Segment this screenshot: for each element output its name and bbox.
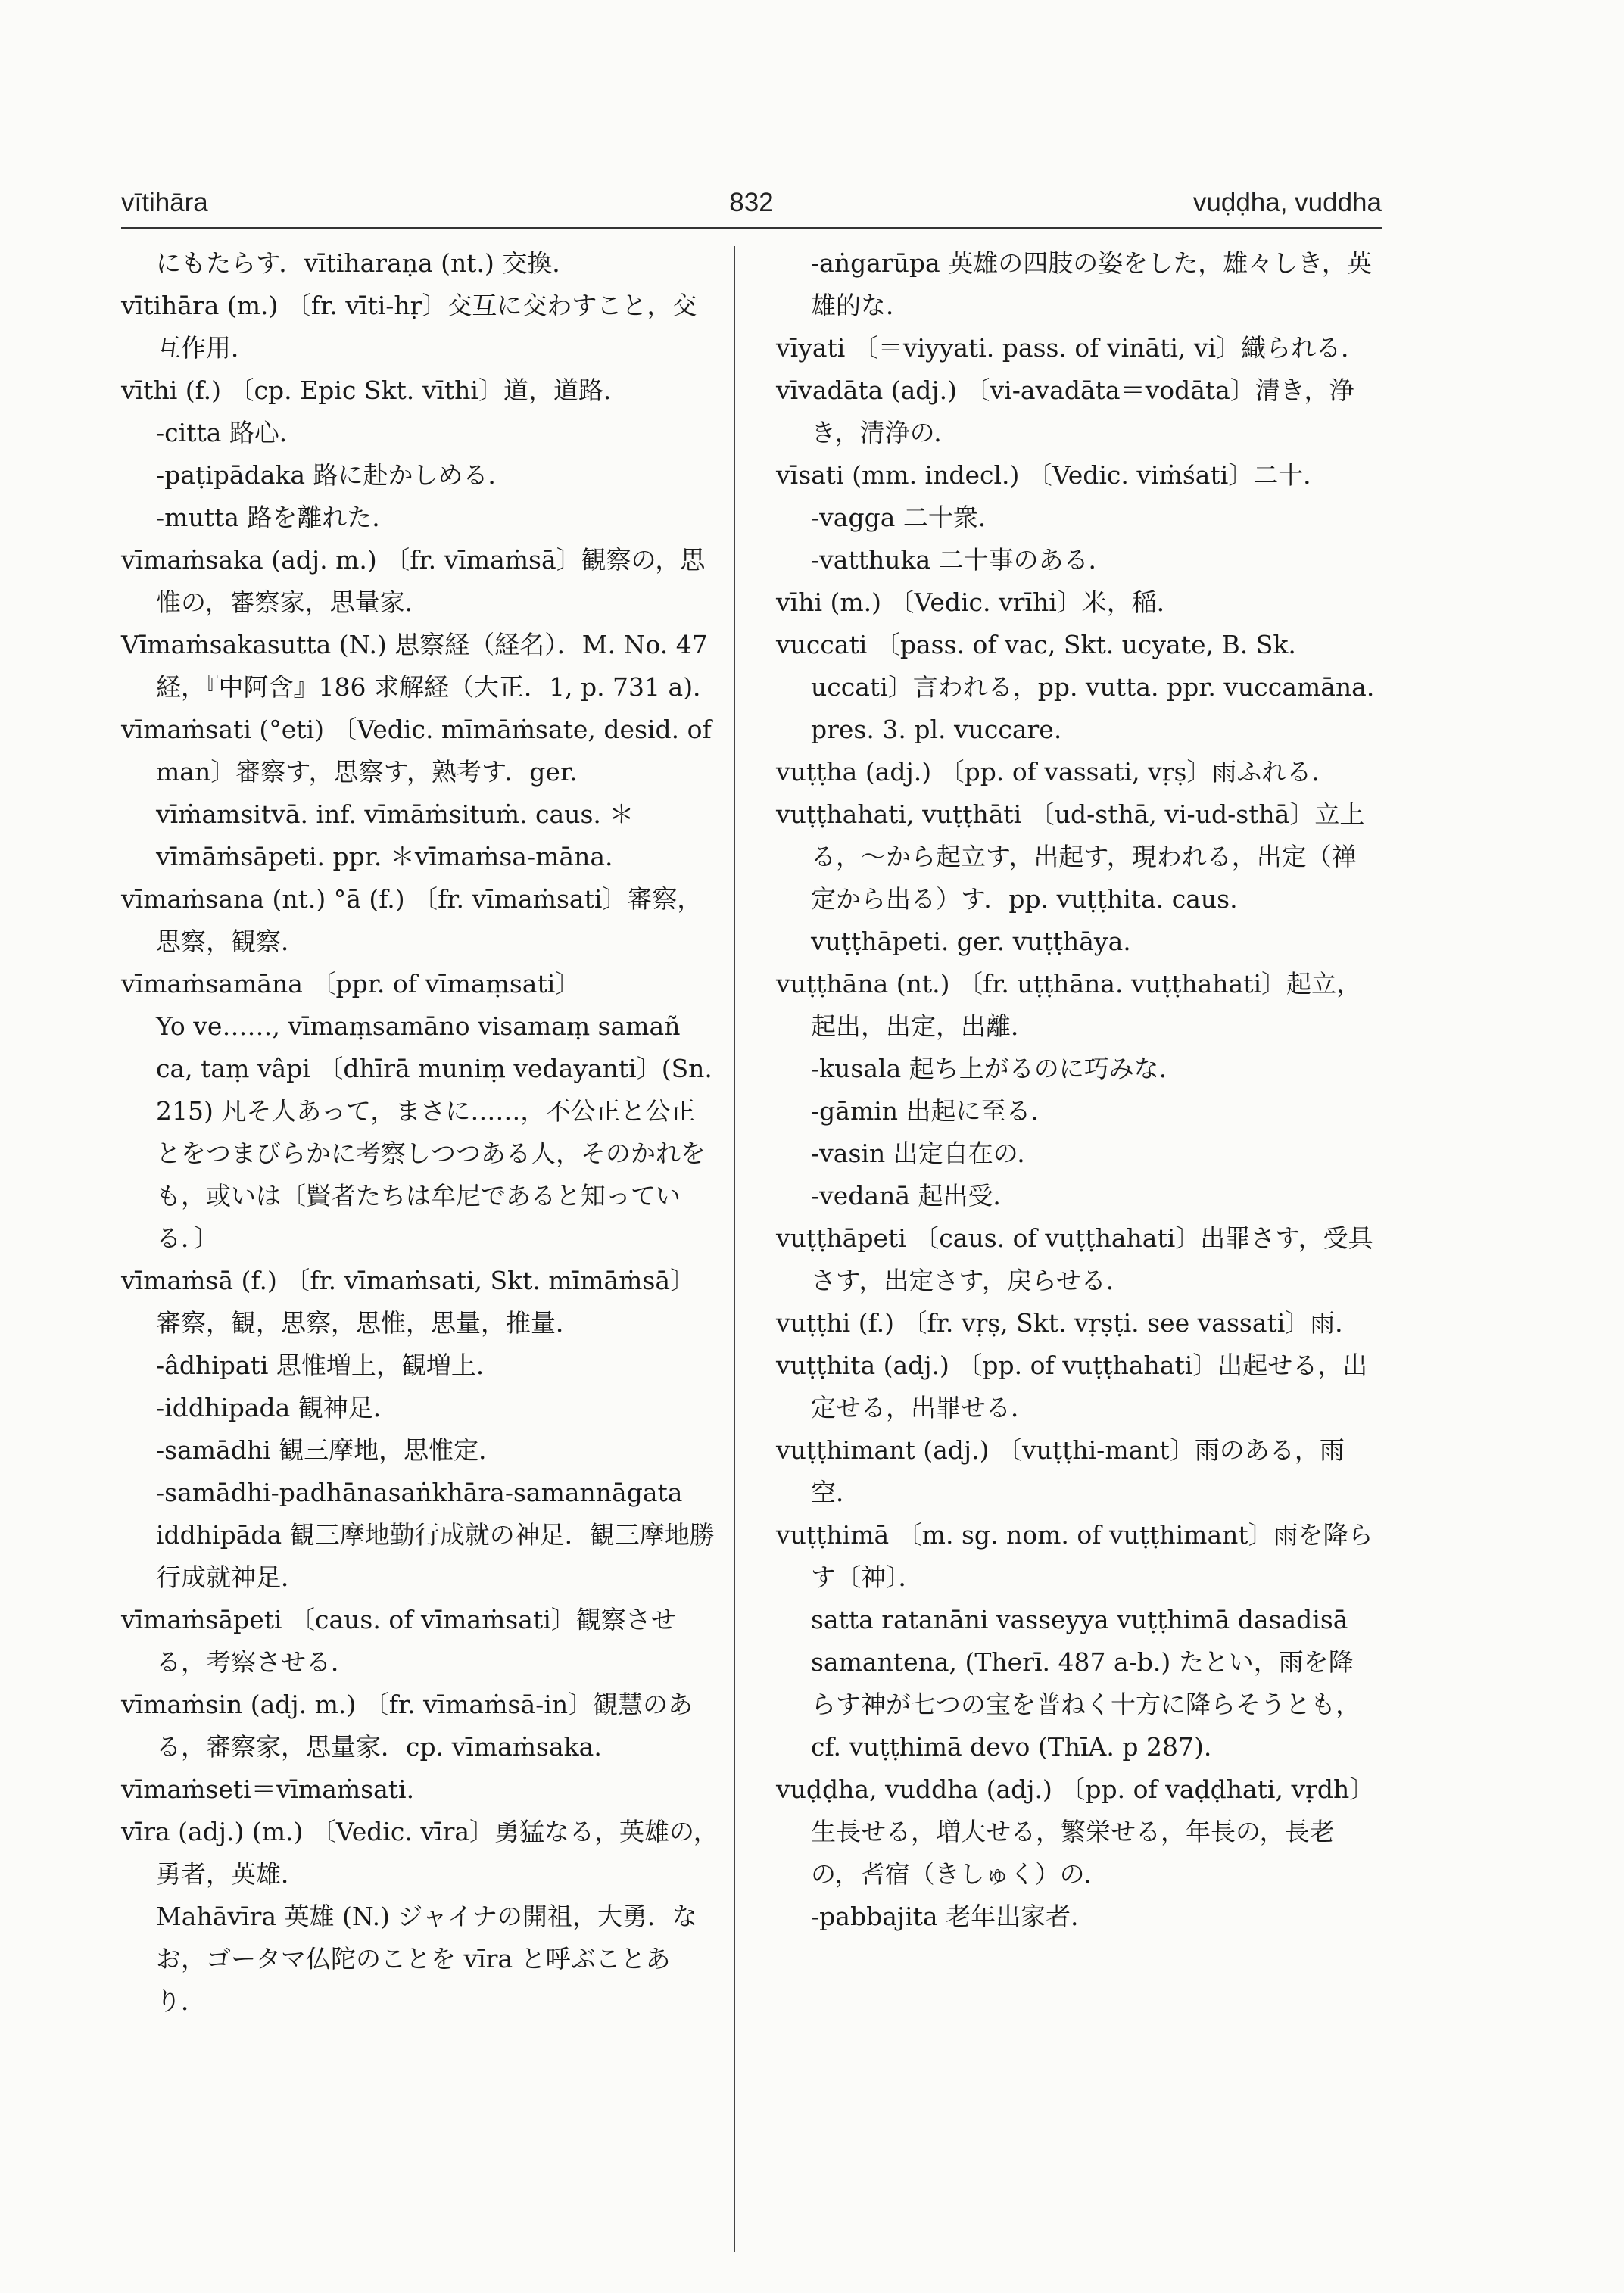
sub-entry: -samādhi-padhānasaṅkhāra-samannāgata iddhipāda 観三摩地勤行成就の神足．観三摩地勝行成就神足．: [156, 1478, 715, 1592]
sub-entry: -vedanā 起出受．: [811, 1181, 1018, 1210]
sub-entry: -gāmin 出起に至る．: [811, 1096, 1056, 1126]
sub-entry: -kusala 起ち上がるのに巧みな．: [811, 1054, 1184, 1083]
dictionary-entry: Vīmaṁsakasutta (N.) 思察経（経名）．M. No. 47 経，『中阿含』186 求解経（大正．1, p. 731 a)．: [121, 630, 718, 702]
page-number: 832: [729, 188, 774, 217]
dictionary-entry: vuṭṭhimant (adj.) 〔vuṭṭhi-mant〕雨のある，雨空．: [776, 1435, 1345, 1507]
dictionary-entry: vīyati 〔＝viyyati. pass. of vināti, vi〕織られる．: [776, 333, 1367, 363]
dictionary-entry: vīthi (f.) 〔cp. Epic Skt. vīthi〕道，道路．: [121, 375, 628, 405]
dictionary-entry: vītihāra (m.) 〔fr. vīti-hṛ〕交互に交わすこと，交互作用．: [121, 291, 697, 363]
column-divider: [734, 246, 735, 2252]
dictionary-entry: vīmaṁsati (°eti) 〔Vedic. mīmāṁsate, desid. of man〕審察す，思察す，熟考す．ger. vīṁamsitvā. inf. vīmāṁsituṁ. caus. ＊vīmāṁsāpeti. ppr. ＊vīmaṁsa-māna.: [121, 715, 712, 871]
dictionary-entry: vīmaṁsana (nt.) °ā (f.) 〔fr. vīmaṁsati〕審察，思察，観察．: [121, 884, 703, 956]
dictionary-entry: vīmaṁsamāna 〔ppr. of vīmaṃsati〕: [121, 969, 581, 999]
sub-entry: -samādhi 観三摩地，思惟定．: [156, 1435, 504, 1465]
sub-entry: -vasin 出定自在の．: [811, 1139, 1043, 1168]
sub-entry: -vatthuka 二十事のある．: [811, 545, 1114, 575]
sub-entry: -paṭipādaka 路に赴かしめる．: [156, 460, 513, 490]
dictionary-entry: vuṭṭhita (adj.) 〔pp. of vuṭṭhahati〕出起せる，出定せる，出罪せる．: [776, 1351, 1368, 1422]
dictionary-entry: vīsati (mm. indecl.) 〔Vedic. viṁśati〕二十．: [776, 460, 1329, 490]
dictionary-entry: vuccati 〔pass. of vac, Skt. ucyate, B. Sk. uccati〕言われる，pp. vutta. ppr. vuccamāna. pres. 3. pl. vuccare.: [776, 630, 1375, 744]
left-guideword: vītihāra: [121, 188, 208, 217]
dictionary-entry: vīra (adj.) (m.) 〔Vedic. vīra〕勇猛なる，英雄の，勇者，英雄．: [121, 1817, 718, 1889]
sub-entry: -aṅgarūpa 英雄の四肢の姿をした，雄々しき，英雄的な．: [811, 248, 1372, 320]
dictionary-entry: vuṭṭha (adj.) 〔pp. of vassati, vṛṣ〕雨ふれる．: [776, 757, 1337, 787]
dictionary-entry: vuṭṭhāna (nt.) 〔fr. uṭṭhāna. vuṭṭhahati〕起立，起出，出定，出離．: [776, 969, 1362, 1041]
dictionary-entry: vuṭṭhimā 〔m. sg. nom. of vuṭṭhimant〕雨を降らす〔神〕．: [776, 1520, 1373, 1592]
sub-entry: -mutta 路を離れた．: [156, 503, 397, 532]
dictionary-entry: vīmaṁsaka (adj. m.) 〔fr. vīmaṁsā〕観察の，思惟の，審察家，思量家．: [121, 545, 706, 617]
dictionary-entry: vīmaṁsin (adj. m.) 〔fr. vīmaṁsā-in〕観慧のある，審察家，思量家．cp. vīmaṁsaka.: [121, 1690, 694, 1762]
sub-entry: -pabbajita 老年出家者．: [811, 1902, 1096, 1931]
entry-continuation: satta ratanāni vasseyya vuṭṭhimā dasadisā samantena, (Therī. 487 a-b.) たとい，雨を降らす神が七つの宝を普ねく十方に降らそうとも，: [811, 1605, 1361, 1719]
entry-continuation: Mahāvīra 英雄 (N.) ジャイナの開祖，大勇．なお，ゴータマ仏陀のことを vīra と呼ぶことあり．: [156, 1902, 697, 2016]
entry-continuation: Yo ve……, vīmaṃsamāno visamaṃ samañ ca, taṃ vâpi 〔dhīrā muniṃ vedayanti〕(Sn. 215) 凡そ人あって，まさに……，不公正と公正とをつまびらかに考察しつつある人，そのかれをも，或いは〔賢者たちは牟尼であると知っている．〕: [156, 1011, 712, 1253]
dictionary-entry: vuḍḍha, vuddha (adj.) 〔pp. of vaḍḍhati, vṛdh〕生長せる，増大せる，繁栄せる，年長の，長老の，耆宿（きしゅく）の．: [776, 1774, 1375, 1889]
dictionary-entry: vīmaṁsā (f.) 〔fr. vīmaṁsati, Skt. mīmāṁsā〕審察，観，思察，思惟，思量，推量．: [121, 1266, 696, 1338]
right-guideword: vuḍḍha, vuddha: [1192, 188, 1382, 217]
right-column: [776, 242, 1378, 1938]
sub-entry: -âdhipati 思惟増上，観増上．: [156, 1351, 501, 1380]
page-header: [121, 188, 1382, 233]
dictionary-entry: vuṭṭhāpeti 〔caus. of vuṭṭhahati〕出罪さす，受具さす，出定さす，戻らせる．: [776, 1223, 1373, 1295]
dictionary-entry: vīhi (m.) 〔Vedic. vrīhi〕米，稲．: [776, 587, 1182, 617]
entry-continuation: にもたらす．vītiharaṇa (nt.) 交換．: [156, 248, 578, 278]
header-rule: [121, 227, 1382, 229]
sub-entry: -citta 路心．: [156, 418, 304, 447]
dictionary-entry: vīmaṁsāpeti 〔caus. of vīmaṁsati〕観察させる，考察させる．: [121, 1605, 676, 1677]
dictionary-entry: vīmaṁseti＝vīmaṁsati.: [121, 1774, 415, 1804]
left-column: [121, 242, 719, 2023]
entry-continuation: cf. vuṭṭhimā devo (ThīA. p 287).: [811, 1732, 1212, 1762]
dictionary-entry: vuṭṭhi (f.) 〔fr. vṛṣ, Skt. vṛṣṭi. see vassati〕雨．: [776, 1308, 1361, 1338]
sub-entry: -vagga 二十衆．: [811, 503, 1003, 532]
dictionary-entry: vīvadāta (adj.) 〔vi-avadāta＝vodāta〕清き，浄き，清浄の．: [776, 375, 1354, 447]
dictionary-entry: vuṭṭhahati, vuṭṭhāti 〔ud-sthā, vi-ud-sthā〕立上る，～から起立す，出起す，現われる，出定（禅定から出る）す．pp. vuṭṭhita. caus. vuṭṭhāpeti. ger. vuṭṭhāya.: [776, 799, 1365, 956]
sub-entry: -iddhipada 観神足．: [156, 1393, 398, 1422]
